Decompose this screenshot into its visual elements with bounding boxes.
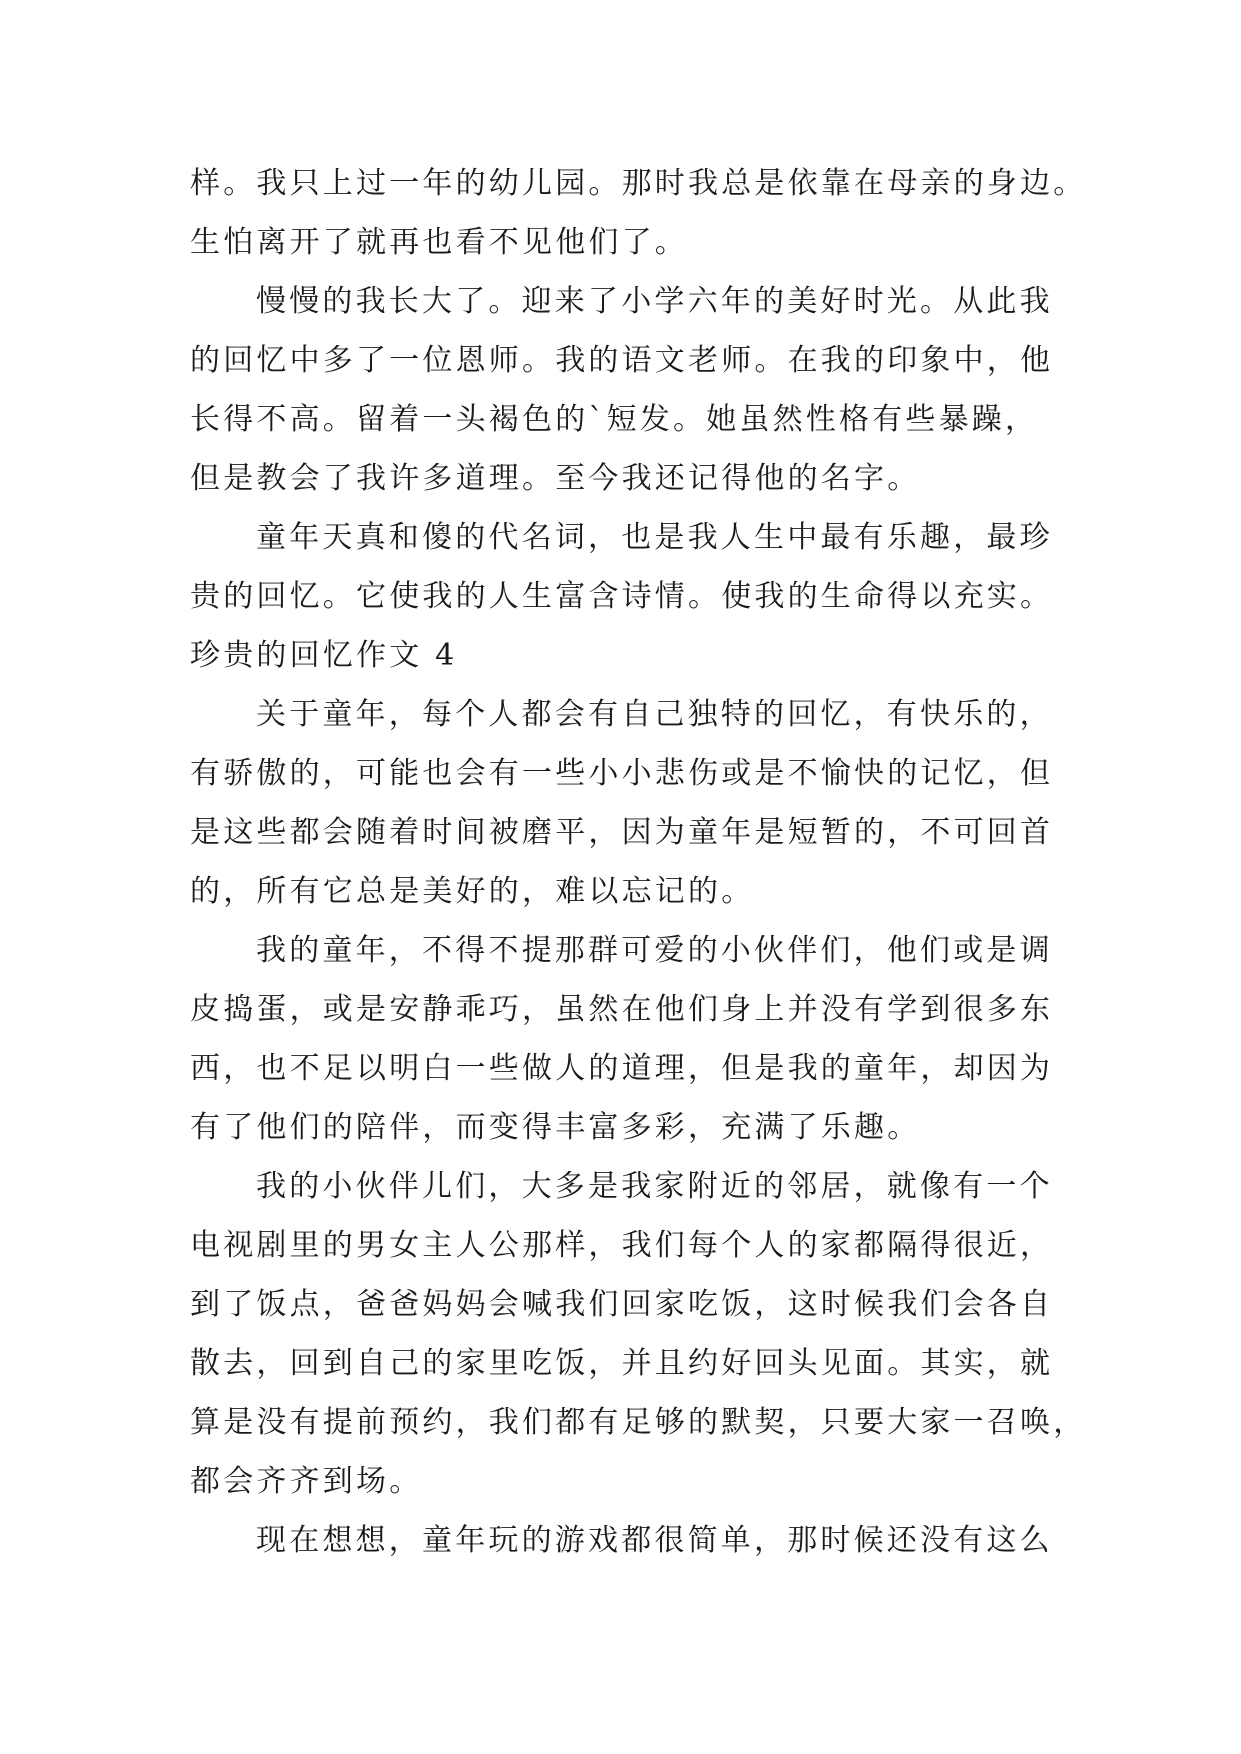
text-line: 都会齐齐到场。 — [190, 1464, 423, 1499]
paragraph-start-line: 我的小伙伴儿们，大多是我家附近的邻居，就像有一个 — [256, 1169, 1053, 1204]
paragraph-start-line: 关于童年，每个人都会有自己独特的回忆，有快乐的， — [256, 697, 1053, 732]
text-line: 是这些都会随着时间被磨平，因为童年是短暂的，不可回首 — [190, 815, 1054, 850]
section-heading: 珍贵的回忆作文 4 — [190, 638, 458, 673]
text-line: 贵的回忆。它使我的人生富含诗情。使我的生命得以充实。 — [190, 579, 1054, 614]
text-line: 电视剧里的男女主人公那样，我们每个人的家都隔得很近， — [190, 1228, 1054, 1263]
text-line: 的回忆中多了一位恩师。我的语文老师。在我的印象中，他 — [190, 343, 1054, 378]
document-body — [190, 154, 1087, 1570]
text-line: 的，所有它总是美好的，难以忘记的。 — [190, 874, 755, 909]
paragraph-start-line: 童年天真和傻的代名词，也是我人生中最有乐趣，最珍 — [256, 520, 1053, 555]
text-line: 有了他们的陪伴，而变得丰富多彩，充满了乐趣。 — [190, 1110, 921, 1145]
paragraph-start-line: 现在想想，童年玩的游戏都很简单，那时候还没有这么 — [256, 1523, 1053, 1558]
text-line: 生怕离开了就再也看不见他们了。 — [190, 225, 688, 260]
text-line: 皮捣蛋，或是安静乖巧，虽然在他们身上并没有学到很多东 — [190, 992, 1054, 1027]
text-line: 散去，回到自己的家里吃饭，并且约好回头见面。其实，就 — [190, 1346, 1054, 1381]
text-line: 有骄傲的，可能也会有一些小小悲伤或是不愉快的记忆，但 — [190, 756, 1054, 791]
paragraph-start-line: 我的童年，不得不提那群可爱的小伙伴们，他们或是调 — [256, 933, 1053, 968]
text-line: 但是教会了我许多道理。至今我还记得他的名字。 — [190, 461, 921, 496]
text-line: 到了饭点，爸爸妈妈会喊我们回家吃饭，这时候我们会各自 — [190, 1287, 1054, 1322]
paragraph-start-line: 慢慢的我长大了。迎来了小学六年的美好时光。从此我 — [256, 284, 1053, 319]
text-line: 算是没有提前预约，我们都有足够的默契，只要大家一召唤， — [190, 1405, 1087, 1440]
text-line: 西，也不足以明白一些做人的道理，但是我的童年，却因为 — [190, 1051, 1054, 1086]
text-line: 样。我只上过一年的幼儿园。那时我总是依靠在母亲的身边。 — [190, 166, 1087, 201]
text-line: 长得不高。留着一头褐色的`短发。她虽然性格有些暴躁， — [190, 402, 1039, 437]
